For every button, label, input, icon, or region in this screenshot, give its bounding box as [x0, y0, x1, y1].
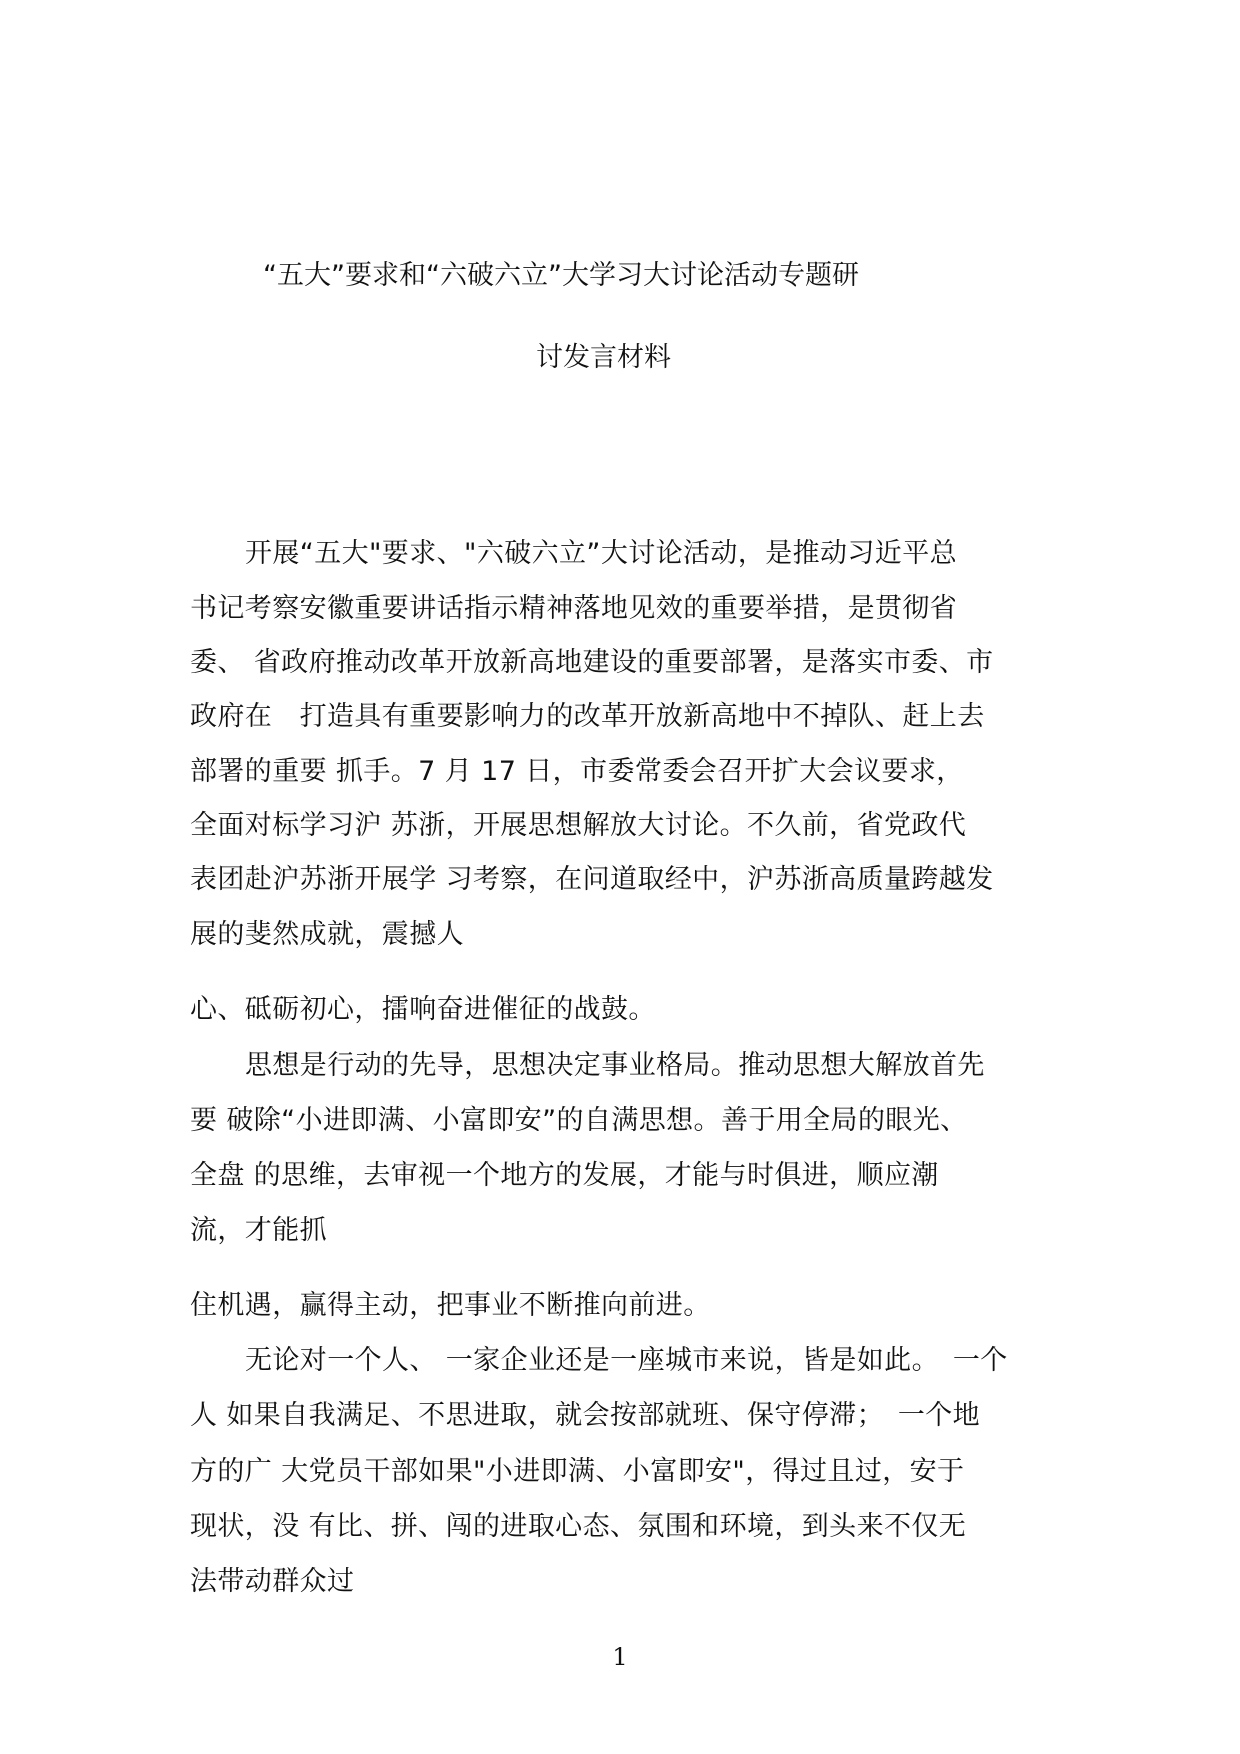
- paragraph-3-line-3: 方的广 大党员干部如果"小进即满、小富即安"，得过且过，安于: [190, 1456, 965, 1487]
- paragraph-1-line-4: 政府在 打造具有重要影响力的改革开放新高地中不掉队、赶上去: [190, 701, 985, 732]
- document-title-line-1: “五大”要求和“六破六立”大学习大讨论活动专题研: [263, 260, 859, 291]
- paragraph-1-line-3: 委、 省政府推动改革开放新高地建设的重要部署，是落实市委、市: [190, 647, 994, 678]
- paragraph-1-line-6: 全面对标学习沪 苏浙，开展思想解放大讨论。不久前，省党政代: [190, 810, 967, 841]
- paragraph-3-line-1: 无论对一个人、 一家企业还是一座城市来说，皆是如此。 一个: [245, 1345, 1008, 1376]
- paragraph-3-line-2: 人 如果自我满足、不思进取，就会按部就班、保守停滞； 一个地: [190, 1400, 981, 1431]
- paragraph-2-line-1: 思想是行动的先导，思想决定事业格局。推动思想大解放首先: [245, 1050, 985, 1081]
- page-number: 1: [612, 1643, 628, 1671]
- document-title-line-2: 讨发言材料: [536, 342, 671, 373]
- paragraph-1-line-1: 开展“五大"要求、"六破六立”大讨论活动，是推动习近平总: [245, 538, 958, 569]
- paragraph-2-line-3: 全盘 的思维，去审视一个地方的发展，才能与时俱进，顺应潮: [190, 1160, 939, 1191]
- paragraph-1-line-8: 展的斐然成就，震撼人: [190, 919, 464, 950]
- paragraph-3-line-5: 法带动群众过: [190, 1566, 355, 1597]
- paragraph-1-line-5: 部署的重要 抓手。7 月 17 日，市委常委会召开扩大会议要求，: [190, 756, 964, 787]
- paragraph-1-line-9: 心、砥砺初心，擂响奋进催征的战鼓。: [190, 994, 656, 1025]
- paragraph-2-line-4: 流，才能抓: [190, 1215, 327, 1246]
- paragraph-2-line-2: 要 破除“小进即满、小富即安”的自满思想。善于用全局的眼光、: [190, 1105, 968, 1136]
- paragraph-1-line-7: 表团赴沪苏浙开展学 习考察，在问道取经中，沪苏浙高质量跨越发: [190, 864, 994, 895]
- paragraph-1-line-2: 书记考察安徽重要讲话指示精神落地见效的重要举措，是贯彻省: [190, 593, 958, 624]
- paragraph-3-line-4: 现状，没 有比、拼、闯的进取心态、氛围和环境，到头来不仅无: [190, 1511, 967, 1542]
- paragraph-2-line-5: 住机遇，赢得主动，把事业不断推向前进。: [190, 1290, 711, 1321]
